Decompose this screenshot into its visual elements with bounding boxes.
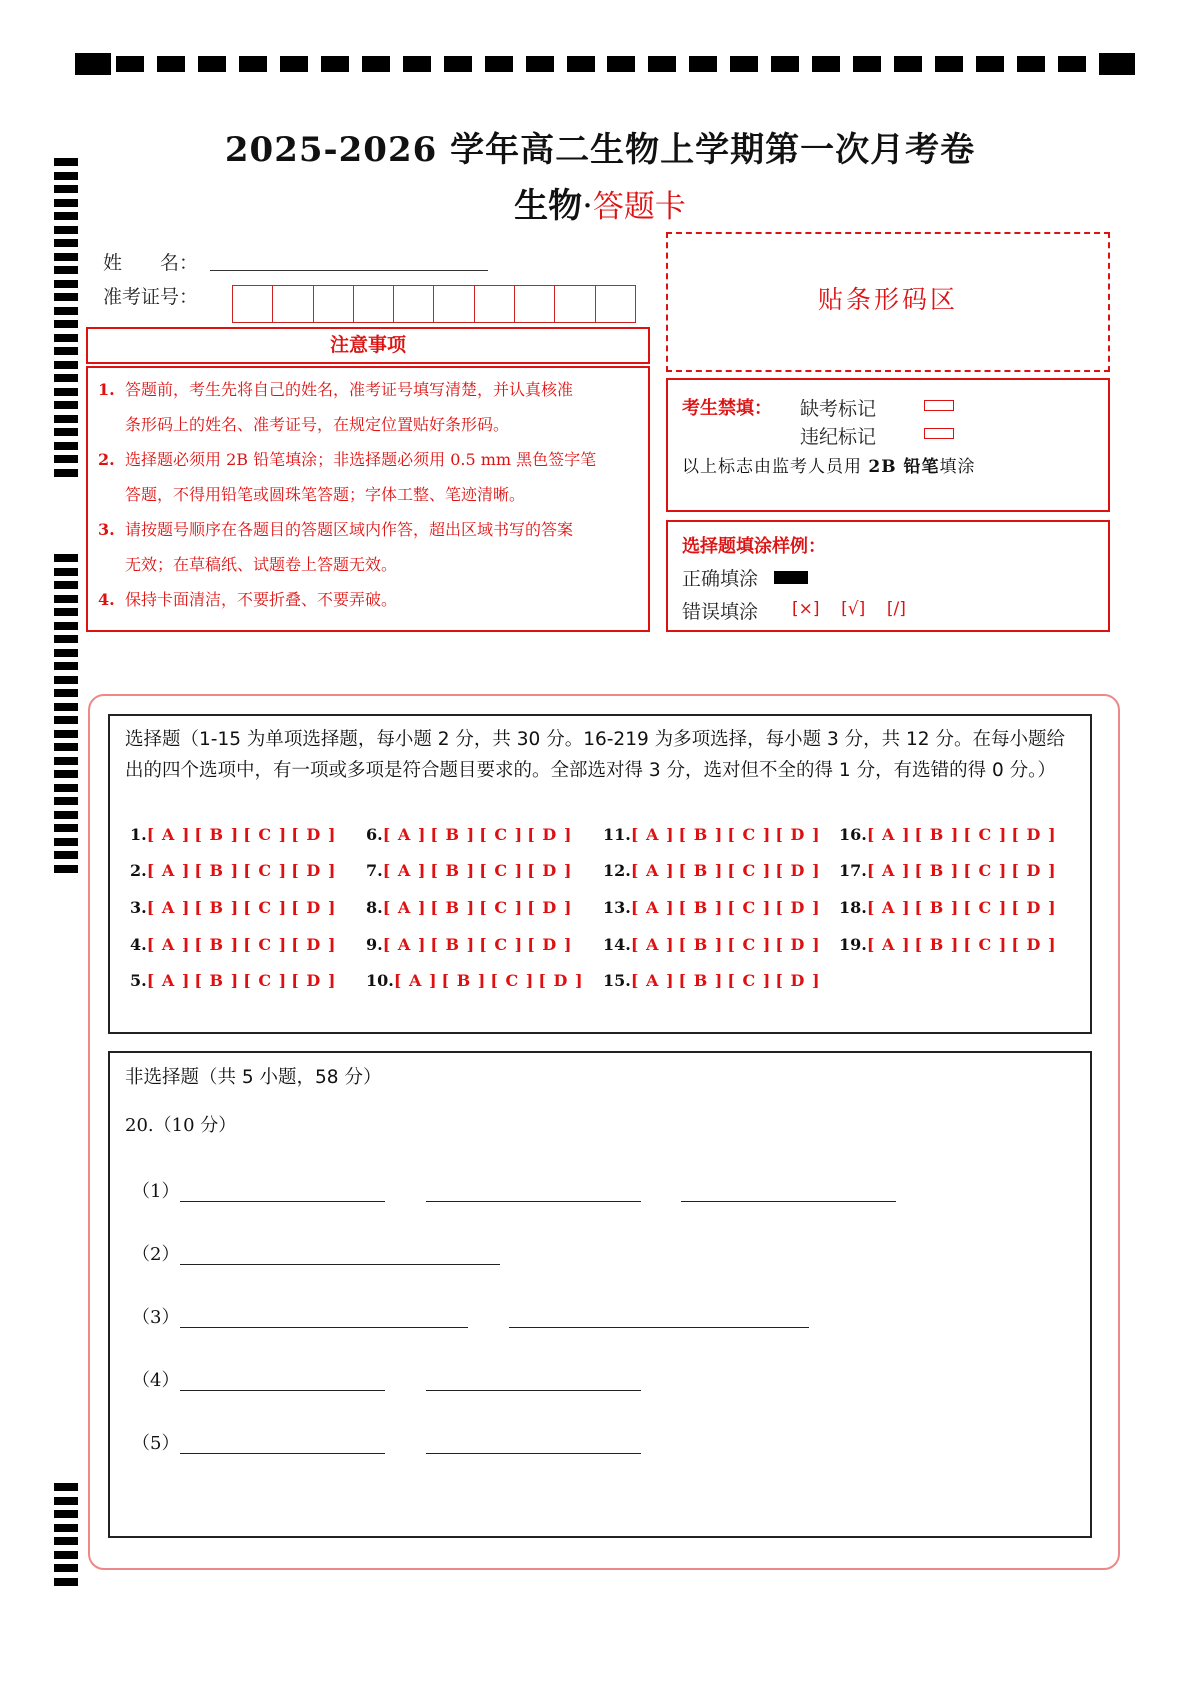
answer-option-bubble[interactable]: [ D ] (527, 825, 573, 844)
answer-option-bubble[interactable]: [ C ] (490, 971, 535, 990)
answer-option-bubble[interactable]: [ B ] (914, 898, 960, 917)
wrong-mark-x: [×] (792, 599, 820, 619)
notice-text: 请按题号顺序在各题目的答题区域内作答，超出区域书写的答案 (125, 520, 574, 539)
timing-mark (730, 56, 758, 72)
id-digit-box[interactable] (354, 286, 394, 322)
non-choice-section (108, 1051, 1092, 1538)
subtitle-separator: · (582, 186, 593, 226)
answer-option-bubble[interactable]: [ A ] (866, 935, 911, 954)
answer-option-bubble[interactable]: [ B ] (194, 861, 240, 880)
answer-option-bubble[interactable]: [ C ] (727, 861, 772, 880)
answer-option-bubble[interactable]: [ C ] (479, 861, 524, 880)
card-subtitle (0, 178, 1200, 227)
timing-mark (54, 581, 78, 589)
sub-question-label: （4） (132, 1370, 180, 1391)
notice-text: 答题，不得用铅笔或圆珠笔答题；字体工整、笔迹清晰。 (125, 485, 526, 504)
notice-number: 1. (98, 380, 115, 399)
answer-option-bubble[interactable]: [ A ] (382, 935, 427, 954)
timing-mark (54, 1564, 78, 1572)
answer-option-bubble[interactable]: [ D ] (775, 861, 821, 880)
notice-item (98, 582, 638, 617)
question-number: 16. (839, 825, 867, 844)
timing-mark (54, 293, 78, 301)
answer-blank[interactable] (426, 1453, 641, 1454)
timing-mark (54, 703, 78, 711)
answer-option-bubble[interactable]: [ C ] (963, 825, 1008, 844)
answer-blank[interactable] (509, 1327, 809, 1328)
correct-fill-label: 正确填涂 (682, 568, 759, 590)
timing-mark (54, 388, 78, 396)
answer-option-bubble[interactable]: [ A ] (146, 825, 191, 844)
timing-mark (54, 649, 78, 657)
question-number: 4. (130, 935, 147, 954)
question-20-label: 20.（10 分） (125, 1115, 237, 1136)
absent-mark-box[interactable] (924, 400, 954, 411)
answer-option-bubble[interactable]: [ A ] (146, 971, 191, 990)
timing-mark (54, 635, 78, 643)
notice-title: 注意事项 (86, 327, 650, 364)
id-digit-box[interactable] (273, 286, 313, 322)
timing-mark (75, 53, 111, 75)
answer-option-bubble[interactable]: [ D ] (527, 935, 573, 954)
id-digit-box[interactable] (434, 286, 474, 322)
question-number: 10. (366, 971, 394, 990)
timing-mark (54, 307, 78, 315)
answer-option-bubble[interactable]: [ D ] (775, 825, 821, 844)
proctor-note-text: 填涂 (939, 457, 976, 477)
proctor-note-bold: 2B 铅笔 (868, 457, 940, 477)
timing-mark (54, 266, 78, 274)
timing-mark (1099, 53, 1135, 75)
mc-question-row (603, 971, 825, 990)
answer-option-bubble[interactable]: [ B ] (194, 935, 240, 954)
violation-mark-label: 违纪标记 (800, 426, 877, 448)
timing-mark (54, 554, 78, 562)
sub-question-label: （2） (132, 1244, 180, 1265)
answer-option-bubble[interactable]: [ D ] (291, 898, 337, 917)
notice-text: 答题前，考生先将自己的姓名，准考证号填写清楚，并认真核准 (125, 380, 574, 399)
timing-mark (54, 1483, 78, 1491)
timing-mark (280, 56, 308, 72)
timing-mark (54, 757, 78, 765)
question-number: 12. (603, 861, 631, 880)
timing-mark (771, 56, 799, 72)
answer-blank[interactable] (426, 1201, 641, 1202)
answer-option-bubble[interactable]: [ A ] (382, 898, 427, 917)
wrong-mark-slash: [/] (886, 599, 906, 619)
timing-mark (54, 455, 78, 463)
absent-mark-label: 缺考标记 (800, 398, 877, 420)
timing-mark (607, 56, 635, 72)
timing-mark (976, 56, 1004, 72)
answer-option-bubble[interactable]: [ B ] (441, 971, 487, 990)
timing-mark (116, 56, 144, 72)
timing-mark (54, 851, 78, 859)
timing-mark (54, 797, 78, 805)
timing-mark (54, 361, 78, 369)
answer-option-bubble[interactable]: [ A ] (630, 861, 675, 880)
question-number: 6. (366, 825, 383, 844)
timing-mark (54, 865, 78, 873)
mc-question-row (839, 898, 1061, 917)
question-number: 3. (130, 898, 147, 917)
answer-option-bubble[interactable]: [ C ] (243, 971, 288, 990)
timing-mark (54, 253, 78, 261)
answer-option-bubble[interactable]: [ B ] (678, 825, 724, 844)
mc-question-row (130, 898, 340, 917)
timing-mark (54, 662, 78, 670)
notice-box (86, 366, 650, 632)
timing-mark (935, 56, 963, 72)
answer-option-bubble[interactable]: [ A ] (866, 861, 911, 880)
proctor-only-box (666, 378, 1110, 512)
answer-option-bubble[interactable]: [ D ] (775, 935, 821, 954)
name-label: 姓 名： (103, 252, 199, 274)
answer-blank[interactable] (426, 1390, 641, 1391)
timing-mark (567, 56, 595, 72)
notice-item (98, 442, 638, 512)
answer-option-bubble[interactable]: [ D ] (291, 825, 337, 844)
timing-mark (54, 838, 78, 846)
timing-mark (54, 415, 78, 423)
fill-sample-box (666, 520, 1110, 632)
id-digit-box[interactable] (555, 286, 595, 322)
proctor-only-label: 考生禁填： (682, 398, 772, 419)
timing-mark (54, 320, 78, 328)
mc-question-row (839, 825, 1061, 844)
notice-number: 3. (98, 520, 115, 539)
timing-mark (689, 56, 717, 72)
answer-option-bubble[interactable]: [ B ] (194, 898, 240, 917)
subject-label: 生物 (514, 186, 583, 226)
question-number: 11. (603, 825, 631, 844)
mc-question-row (603, 825, 825, 844)
timing-mark (54, 280, 78, 288)
answer-option-bubble[interactable]: [ A ] (146, 898, 191, 917)
answer-option-bubble[interactable]: [ C ] (963, 861, 1008, 880)
answer-option-bubble[interactable]: [ C ] (479, 825, 524, 844)
timing-mark (54, 1497, 78, 1505)
answer-option-bubble[interactable]: [ A ] (630, 935, 675, 954)
answer-option-bubble[interactable]: [ A ] (866, 898, 911, 917)
answer-option-bubble[interactable]: [ C ] (963, 935, 1008, 954)
question-number: 9. (366, 935, 383, 954)
top-timing-marks (75, 56, 1135, 78)
question-number: 14. (603, 935, 631, 954)
mc-question-row (130, 861, 340, 880)
answer-option-bubble[interactable]: [ A ] (146, 861, 191, 880)
question-number: 2. (130, 861, 147, 880)
question-number: 15. (603, 971, 631, 990)
mc-question-row (839, 935, 1061, 954)
timing-mark (54, 784, 78, 792)
timing-mark (54, 334, 78, 342)
sub-question-label: （1） (132, 1181, 180, 1202)
name-field[interactable] (210, 270, 488, 271)
wrong-mark-check: [√] (841, 599, 866, 619)
timing-mark (239, 56, 267, 72)
notice-number: 2. (98, 450, 115, 469)
mc-question-row (603, 935, 825, 954)
wrong-fill-label: 错误填涂 (682, 601, 759, 623)
id-digit-box[interactable] (596, 286, 635, 322)
answer-option-bubble[interactable]: [ B ] (194, 971, 240, 990)
notice-text: 无效；在草稿纸、试题卷上答题无效。 (125, 555, 398, 574)
answer-option-bubble[interactable]: [ C ] (479, 898, 524, 917)
answer-option-bubble[interactable]: [ A ] (146, 935, 191, 954)
answer-option-bubble[interactable]: [ B ] (678, 935, 724, 954)
answer-option-bubble[interactable]: [ B ] (430, 861, 476, 880)
answer-blank[interactable] (180, 1201, 385, 1202)
answer-option-bubble[interactable]: [ D ] (527, 898, 573, 917)
answer-blank[interactable] (180, 1453, 385, 1454)
id-digit-box[interactable] (233, 286, 273, 322)
question-number: 19. (839, 935, 867, 954)
timing-mark (54, 730, 78, 738)
timing-mark (54, 568, 78, 576)
timing-mark (362, 56, 390, 72)
timing-mark (894, 56, 922, 72)
exam-id-boxes[interactable] (232, 285, 636, 323)
answer-option-bubble[interactable]: [ D ] (291, 971, 337, 990)
timing-mark (54, 1551, 78, 1559)
mc-question-row (366, 825, 576, 844)
answer-option-bubble[interactable]: [ D ] (291, 935, 337, 954)
multiple-choice-section (108, 714, 1092, 1034)
id-digit-box[interactable] (515, 286, 555, 322)
mc-question-row (130, 971, 340, 990)
answer-option-bubble[interactable]: [ A ] (393, 971, 438, 990)
question-number: 1. (130, 825, 147, 844)
answer-option-bubble[interactable]: [ C ] (479, 935, 524, 954)
mc-question-row (366, 935, 576, 954)
timing-mark (648, 56, 676, 72)
answer-option-bubble[interactable]: [ C ] (243, 861, 288, 880)
timing-mark (54, 743, 78, 751)
answer-option-bubble[interactable]: [ D ] (775, 971, 821, 990)
id-digit-box[interactable] (475, 286, 515, 322)
mc-question-row (603, 898, 825, 917)
notice-number: 4. (98, 590, 115, 609)
proctor-note-text: 以上标志由监考人员用 (682, 457, 869, 477)
question-number: 13. (603, 898, 631, 917)
answer-option-bubble[interactable]: [ C ] (727, 825, 772, 844)
notice-text: 保持卡面清洁，不要折叠、不要弄破。 (125, 590, 398, 609)
answer-option-bubble[interactable]: [ C ] (963, 898, 1008, 917)
timing-mark (54, 716, 78, 724)
timing-mark (54, 770, 78, 778)
question-number: 17. (839, 861, 867, 880)
answer-option-bubble[interactable]: [ C ] (243, 825, 288, 844)
answer-blank[interactable] (180, 1390, 385, 1391)
answer-blank[interactable] (681, 1201, 896, 1202)
timing-mark (1058, 56, 1086, 72)
timing-mark (526, 56, 554, 72)
answer-option-bubble[interactable]: [ A ] (630, 971, 675, 990)
fill-sample-title: 选择题填涂样例： (682, 536, 826, 557)
exam-title: 2025-2026 学年高二生物上学期第一次月考卷 (224, 130, 976, 170)
mc-question-row (366, 971, 588, 990)
timing-mark (54, 428, 78, 436)
multiple-choice-instructions: 选择题（1-15 为单项选择题，每小题 2 分，共 30 分。16-219 为多项选择，每小题 3 分，共 12 分。在每小题给出的四个选项中，有一项或多项是符合题目要求的。全部选对得 3 分，选对但不全的得 1 分，有选错的得 0 分。） (125, 729, 1065, 781)
answer-option-bubble[interactable]: [ B ] (914, 825, 960, 844)
question-number: 18. (839, 898, 867, 917)
notice-item (98, 372, 638, 442)
answer-option-bubble[interactable]: [ B ] (678, 861, 724, 880)
answer-option-bubble[interactable]: [ B ] (430, 825, 476, 844)
timing-mark (54, 469, 78, 477)
answer-option-bubble[interactable]: [ B ] (678, 898, 724, 917)
answer-option-bubble[interactable]: [ D ] (1011, 861, 1057, 880)
answer-option-bubble[interactable]: [ D ] (1011, 898, 1057, 917)
answer-option-bubble[interactable]: [ D ] (538, 971, 584, 990)
answer-option-bubble[interactable]: [ A ] (866, 825, 911, 844)
answer-option-bubble[interactable]: [ A ] (630, 825, 675, 844)
mc-question-row (130, 935, 340, 954)
answer-option-bubble[interactable]: [ A ] (382, 825, 427, 844)
notice-text: 选择题必须用 2B 铅笔填涂；非选择题必须用 0.5 mm 黑色签字笔 (125, 450, 597, 469)
answer-option-bubble[interactable]: [ D ] (527, 861, 573, 880)
answer-option-bubble[interactable]: [ D ] (1011, 935, 1057, 954)
timing-mark (485, 56, 513, 72)
timing-mark (54, 442, 78, 450)
notice-item (98, 512, 638, 582)
timing-mark (54, 676, 78, 684)
answer-option-bubble[interactable]: [ A ] (382, 861, 427, 880)
timing-mark (54, 811, 78, 819)
id-digit-box[interactable] (314, 286, 354, 322)
timing-mark (198, 56, 226, 72)
answer-blank[interactable] (180, 1264, 500, 1265)
answer-option-bubble[interactable]: [ B ] (194, 825, 240, 844)
timing-mark (812, 56, 840, 72)
timing-mark (54, 622, 78, 630)
answer-option-bubble[interactable]: [ B ] (914, 861, 960, 880)
answer-option-bubble[interactable]: [ B ] (430, 935, 476, 954)
timing-mark (1017, 56, 1045, 72)
answer-blank[interactable] (180, 1327, 468, 1328)
question-number: 5. (130, 971, 147, 990)
mc-question-row (366, 861, 576, 880)
answer-option-bubble[interactable]: [ D ] (1011, 825, 1057, 844)
barcode-area: 贴条形码区 (666, 232, 1110, 372)
timing-mark (54, 1510, 78, 1518)
wrong-fill-samples (792, 599, 906, 619)
timing-mark (403, 56, 431, 72)
timing-mark (54, 401, 78, 409)
timing-mark (54, 608, 78, 616)
timing-mark (54, 824, 78, 832)
answer-option-bubble[interactable]: [ B ] (430, 898, 476, 917)
timing-mark (54, 1524, 78, 1532)
timing-mark (54, 1578, 78, 1586)
timing-mark (54, 595, 78, 603)
timing-mark (321, 56, 349, 72)
question-number: 8. (366, 898, 383, 917)
timing-mark (444, 56, 472, 72)
sub-question-label: （5） (132, 1433, 180, 1454)
timing-mark (853, 56, 881, 72)
answer-option-bubble[interactable]: [ C ] (243, 898, 288, 917)
answer-card-label: 答题卡 (592, 189, 686, 225)
answer-option-bubble[interactable]: [ D ] (291, 861, 337, 880)
mc-question-row (603, 861, 825, 880)
answer-option-bubble[interactable]: [ C ] (727, 935, 772, 954)
answer-option-bubble[interactable]: [ C ] (727, 898, 772, 917)
timing-mark (54, 239, 78, 247)
mc-question-row (839, 861, 1061, 880)
answer-option-bubble[interactable]: [ A ] (630, 898, 675, 917)
proctor-note (682, 452, 976, 477)
timing-mark (54, 374, 78, 382)
id-digit-box[interactable] (394, 286, 434, 322)
correct-fill-sample (774, 571, 808, 584)
question-number: 7. (366, 861, 383, 880)
left-timing-marks (54, 0, 78, 1696)
answer-option-bubble[interactable]: [ C ] (243, 935, 288, 954)
notice-text: 条形码上的姓名、准考证号，在规定位置贴好条形码。 (125, 415, 510, 434)
answer-option-bubble[interactable]: [ D ] (775, 898, 821, 917)
answer-option-bubble[interactable]: [ B ] (914, 935, 960, 954)
timing-mark (54, 1537, 78, 1545)
answer-option-bubble[interactable]: [ C ] (727, 971, 772, 990)
non-choice-title: 非选择题（共 5 小题，58 分） (125, 1067, 382, 1088)
timing-mark (54, 689, 78, 697)
answer-option-bubble[interactable]: [ B ] (678, 971, 724, 990)
mc-question-row (366, 898, 576, 917)
exam-id-label: 准考证号： (103, 286, 199, 308)
mc-question-row (130, 825, 340, 844)
sub-question-label: （3） (132, 1307, 180, 1328)
timing-mark (54, 347, 78, 355)
timing-mark (157, 56, 185, 72)
violation-mark-box[interactable] (924, 428, 954, 439)
